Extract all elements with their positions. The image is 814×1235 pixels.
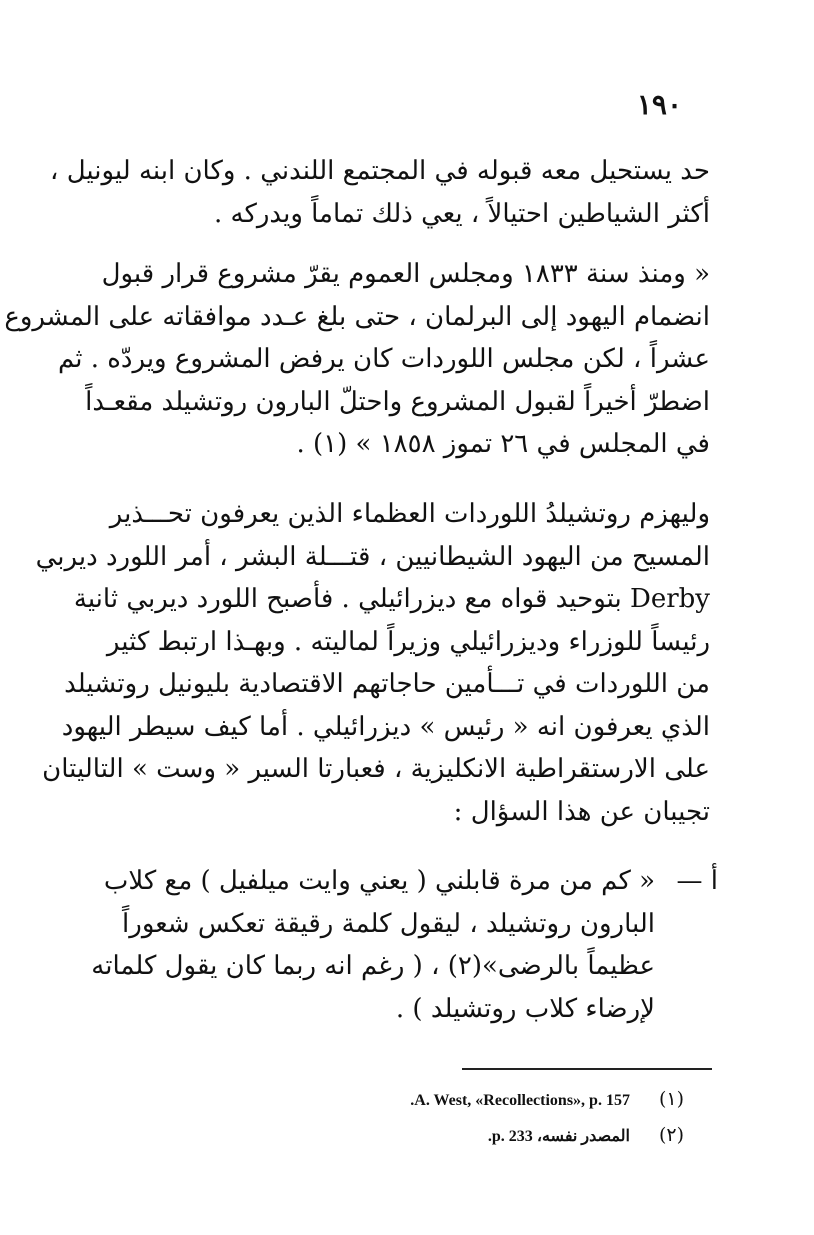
text-line: من اللوردات في تـــأمين حاجاتهم الاقتصادية بليونيل روتشيلد <box>64 669 710 699</box>
text-line: الذي يعرفون انه « رئيس » ديزرائيلي . أما كيف سيطر اليهود <box>61 711 710 742</box>
text-line: وليهزم روتشيلدُ اللوردات العظماء الذين يعرفون تحـــذير <box>109 499 710 529</box>
text-line: عشراً ، لكن مجلس اللوردات كان يرفض المشروع ويردّه . ثم <box>57 344 710 374</box>
footnote-text: المصدر نفسه، p. 233. <box>487 1128 630 1145</box>
footnote-2 <box>164 1121 684 1151</box>
text-line: المسيح من اليهود الشيطانيين ، قتـــلة البشر ، أمر اللورد ديربي <box>35 541 710 572</box>
footnote-1 <box>164 1085 684 1115</box>
list-item-body <box>91 860 655 1030</box>
text-line: « كم من مرة قابلني ( يعني وايت ميلفيل ) مع كلاب <box>103 866 655 896</box>
text-line: حد يستحيل معه قبوله في المجتمع اللندني . وكان ابنه ليونيل ، <box>50 156 710 186</box>
page-number: ١٩٠ <box>636 88 682 121</box>
paragraph-2 <box>4 253 710 466</box>
footnote-number: (٢) <box>658 1124 684 1146</box>
text-line: في المجلس في ٢٦ تموز ١٨٥٨ » (١) . <box>296 429 710 459</box>
text-line: « ومنذ سنة ١٨٣٣ ومجلس العموم يقرّ مشروع قرار قبول <box>101 259 710 289</box>
paragraph-3 <box>35 493 710 833</box>
footnote-text: A. West, «Recollections», p. 157. <box>410 1092 630 1109</box>
text-line: رئيساً للوزراء وديزرائيلي وزيراً لماليته . وبهـذا ارتبط كثير <box>106 626 710 657</box>
text-line: على الارستقراطية الانكليزية ، فعبارتا السير « وست » التاليتان <box>42 754 710 784</box>
text-line: Derby بتوحيد قواه مع ديزرائيلي . فأصبح اللورد ديربي ثانية <box>73 584 710 614</box>
list-item-a <box>91 860 718 1030</box>
text-line: البارون روتشيلد ، ليقول كلمة رقيقة تعكس شعوراً <box>122 908 655 939</box>
text-line: اضطرّ أخيراً لقبول المشروع واحتلّ البارون روتشيلد مقعـداً <box>85 386 710 417</box>
list-item-marker: أ — <box>676 866 718 896</box>
footnote-number: (١) <box>658 1088 684 1110</box>
text-line: لإرضاء كلاب روتشيلد ) . <box>395 993 655 1024</box>
text-line: عظيماً بالرضى»(٢) ، ( رغم انه ربما كان يقول كلماته <box>91 951 655 981</box>
text-line: تجيبان عن هذا السؤال : <box>453 796 710 827</box>
text-line: أكثر الشياطين احتيالاً ، يعي ذلك تماماً ويدركه . <box>214 198 710 229</box>
paragraph-1 <box>50 150 710 235</box>
footnote-divider <box>462 1068 712 1070</box>
text-line: انضمام اليهود إلى البرلمان ، حتى بلغ عـدد موافقاته على المشروع <box>4 301 710 332</box>
